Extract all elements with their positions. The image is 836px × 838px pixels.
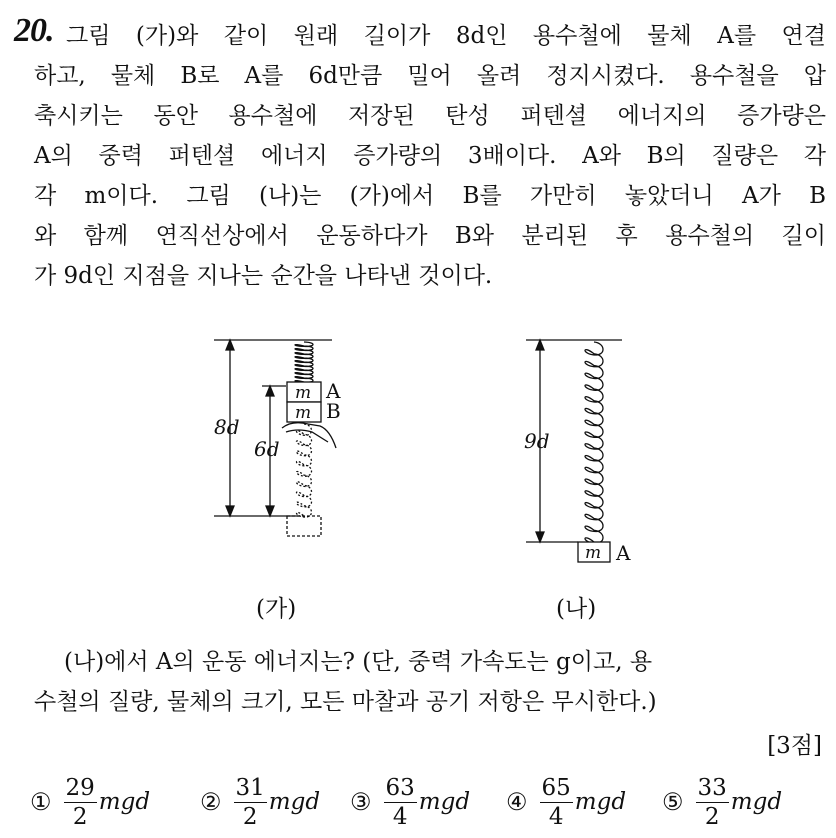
unit: mgd: [730, 789, 783, 815]
denominator: 2: [72, 803, 88, 830]
ask-line: 수철의 질량, 물체의 크기, 모든 마찰과 공기 저항은 무시한다.): [34, 689, 657, 715]
ask-line: (나)에서 A의 운동 에너지는? (단, 중력 가속도는 g이고, 용: [64, 649, 653, 675]
stem-line: A의 중력 퍼텐셜 에너지 증가량의 3배이다. A와 B의 질량은 각: [34, 143, 826, 169]
caption-ga: (가): [256, 596, 297, 622]
stem-line: 와 함께 연직선상에서 운동하다가 B와 분리된 후 용수철의 길이: [34, 223, 826, 249]
stem-line: 가 9d인 지점을 지나는 순간을 나타낸 것이다.: [34, 263, 493, 289]
numerator: 33: [697, 774, 727, 801]
figure-diagram: [0, 320, 836, 630]
choice-1[interactable]: [30, 770, 150, 834]
label-8d: 8d: [214, 415, 240, 439]
block-a-right-label: A: [616, 541, 631, 565]
block-b-label: B: [326, 399, 341, 423]
stem-line: 각 m이다. 그림 (나)는 (가)에서 B를 가만히 놓았더니 A가 B: [34, 183, 826, 209]
numerator: 31: [235, 774, 265, 801]
score-badge: [3점]: [767, 733, 822, 759]
numerator: 63: [385, 774, 415, 801]
question-number: 20.: [14, 12, 54, 49]
stem-line: 축시키는 동안 용수철에 저장된 탄성 퍼텐셜 에너지의 증가량은: [34, 103, 826, 129]
extended-spring: [585, 342, 603, 543]
denominator: 4: [548, 803, 564, 830]
block-a-right-mass: m: [585, 543, 602, 563]
choice-marker: ③: [350, 788, 372, 816]
numerator: 65: [541, 774, 571, 801]
compressed-spring: [295, 342, 313, 382]
caption-na: (나): [556, 596, 597, 622]
unit: mgd: [418, 789, 471, 815]
question-ask: [34, 642, 826, 722]
denominator: 2: [704, 803, 720, 830]
block-a-label: A: [326, 379, 341, 403]
unit: mgd: [268, 789, 321, 815]
block-a-mass: m: [295, 383, 312, 403]
block-b-mass: m: [295, 403, 312, 423]
choice-5[interactable]: [662, 770, 782, 834]
unit: mgd: [574, 789, 627, 815]
choice-marker: ①: [30, 788, 52, 816]
choice-marker: ⑤: [662, 788, 684, 816]
choice-2[interactable]: [200, 770, 320, 834]
question-stem: [34, 16, 826, 296]
choice-marker: ②: [200, 788, 222, 816]
choices: [30, 770, 830, 834]
label-6d: 6d: [254, 437, 280, 461]
stem-line: 하고, 물체 B로 A를 6d만큼 밀어 올려 정지시켰다. 용수철을 압: [34, 63, 826, 89]
choice-marker: ④: [506, 788, 528, 816]
original-position-dashed: [287, 516, 321, 536]
figure: [0, 320, 836, 630]
denominator: 2: [242, 803, 258, 830]
choice-3[interactable]: [350, 770, 470, 834]
choice-4[interactable]: [506, 770, 626, 834]
numerator: 29: [65, 774, 95, 801]
stem-line: 그림 (가)와 같이 원래 길이가 8d인 용수철에 물체 A를 연결: [66, 23, 826, 49]
label-9d: 9d: [524, 429, 550, 453]
original-spring-dotted: [297, 424, 312, 517]
denominator: 4: [392, 803, 408, 830]
unit: mgd: [98, 789, 151, 815]
